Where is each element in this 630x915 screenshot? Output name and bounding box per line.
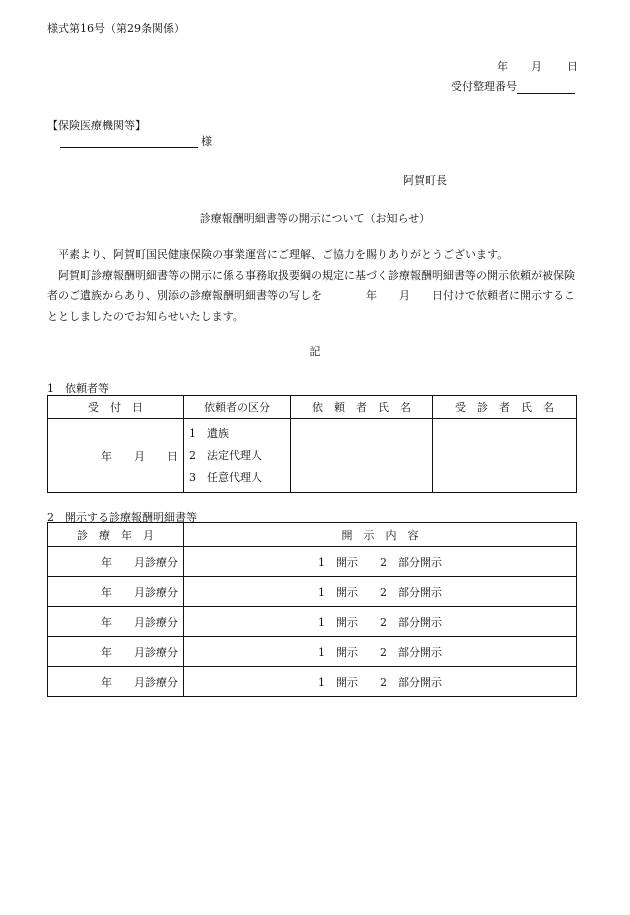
addressee-heading: 【保険医療機関等】 <box>47 119 146 132</box>
receipt-label: 受付整理番号 <box>451 80 517 93</box>
addressee-honorific: 様 <box>201 135 212 148</box>
treatment-month-cell[interactable]: 年 月診療分 <box>48 547 184 577</box>
table-row <box>48 637 577 667</box>
col-requester-name: 依 頼 者 氏 名 <box>291 396 433 419</box>
col-treatment-month: 診 療 年 月 <box>48 523 184 547</box>
date-day: 日 <box>567 60 578 73</box>
option-bereaved-family[interactable]: 1 遺族 <box>189 426 229 440</box>
ki-marker: 記 <box>309 345 321 358</box>
section2-heading: 2 開示する診療報酬明細書等 <box>47 511 197 524</box>
patient-name-cell[interactable] <box>433 419 577 493</box>
body-paragraph-2: 阿賀町診療報酬明細書等の開示に係る事務取扱要綱の規定に基づく診療報酬明細書等の開示依頼が被保険者のご遺族からあり、別添の診療報酬明細書等の写しを 年 月 日付けで依頼者に開示することとしましたのでお知らせいたします。 <box>47 268 575 323</box>
form-number: 様式第16号（第29条関係） <box>47 22 185 35</box>
table-row <box>48 577 577 607</box>
table-row <box>48 547 577 577</box>
treatment-month-cell[interactable]: 年 月診療分 <box>48 607 184 637</box>
disclosure-table <box>47 522 577 697</box>
document-title: 診療報酬明細書等の開示について（お知らせ） <box>199 212 431 225</box>
section1-heading: 1 依頼者等 <box>47 382 109 395</box>
option-voluntary-representative[interactable]: 3 任意代理人 <box>189 470 262 484</box>
date-year: 年 <box>497 60 508 73</box>
addressee-name-field[interactable] <box>60 147 198 148</box>
requester-table <box>47 395 577 493</box>
body-text <box>47 245 582 327</box>
disclosure-content-cell[interactable]: 1 開示 2 部分開示 <box>184 577 577 607</box>
col-reception-date: 受 付 日 <box>48 396 184 419</box>
requester-category-cell[interactable] <box>184 419 291 493</box>
treatment-month-cell[interactable]: 年 月診療分 <box>48 667 184 697</box>
disclosure-content-cell[interactable]: 1 開示 2 部分開示 <box>184 607 577 637</box>
issue-date <box>497 58 578 74</box>
disclosure-content-cell[interactable]: 1 開示 2 部分開示 <box>184 667 577 697</box>
treatment-month-cell[interactable]: 年 月診療分 <box>48 637 184 667</box>
body-paragraph-1: 平素より、阿賀町国民健康保険の事業運営にご理解、ご協力を賜りありがとうございます。 <box>58 248 509 261</box>
date-month: 月 <box>531 60 542 73</box>
table-row <box>48 607 577 637</box>
option-legal-representative[interactable]: 2 法定代理人 <box>189 448 262 462</box>
col-requester-category: 依頼者の区分 <box>184 396 291 419</box>
treatment-month-cell[interactable]: 年 月診療分 <box>48 577 184 607</box>
disclosure-content-cell[interactable]: 1 開示 2 部分開示 <box>184 637 577 667</box>
receipt-number-field[interactable] <box>517 81 575 94</box>
reception-date-cell[interactable]: 年 月 日 <box>48 419 184 493</box>
table-row <box>48 667 577 697</box>
col-disclosure-content: 開 示 内 容 <box>184 523 577 547</box>
receipt-number <box>451 78 575 94</box>
disclosure-content-cell[interactable]: 1 開示 2 部分開示 <box>184 547 577 577</box>
requester-name-cell[interactable] <box>291 419 433 493</box>
col-patient-name: 受 診 者 氏 名 <box>433 396 577 419</box>
sender: 阿賀町長 <box>403 174 447 187</box>
